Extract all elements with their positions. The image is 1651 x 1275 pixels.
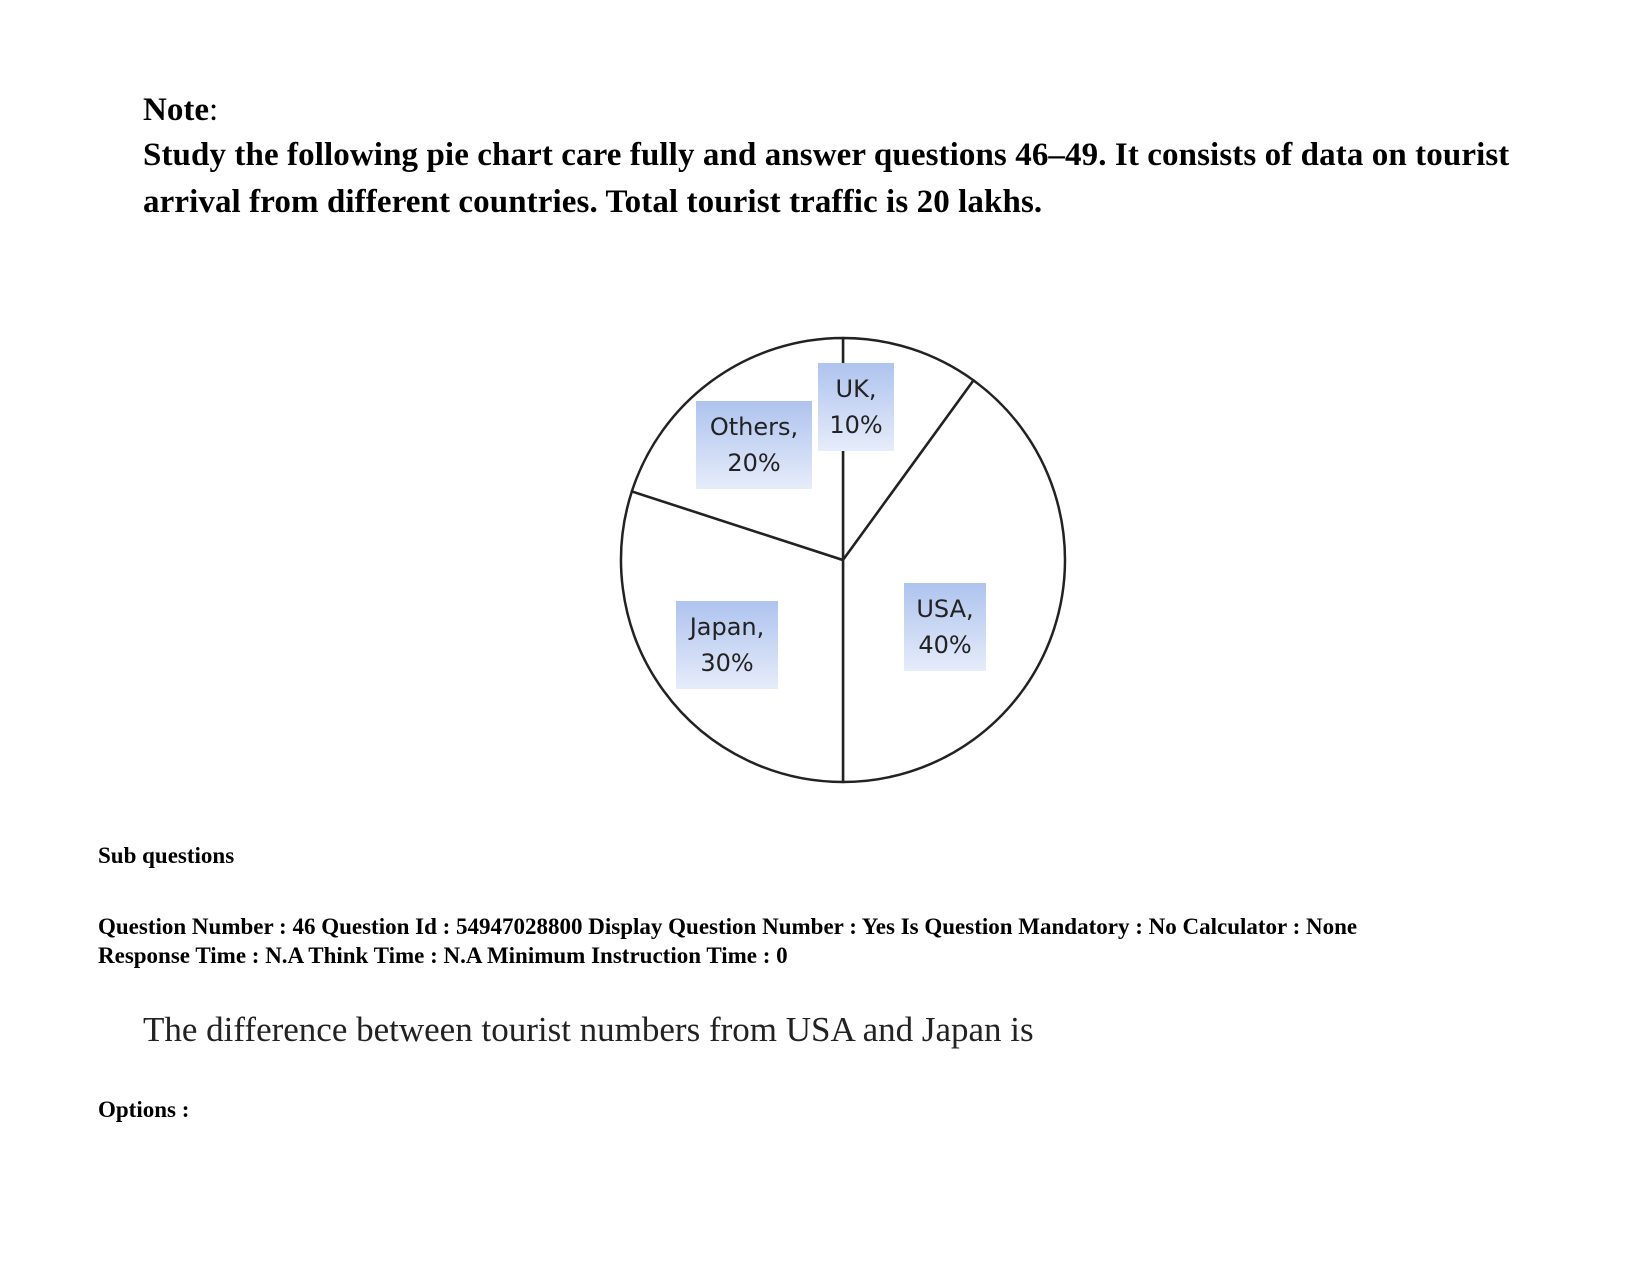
slice-category-label: Others, bbox=[709, 413, 799, 441]
note-colon: : bbox=[208, 92, 219, 128]
question-meta-line-2: Response Time : N.A Think Time : N.A Minimum Instruction Time : 0 bbox=[98, 943, 788, 968]
pie-chart bbox=[618, 335, 1068, 785]
slice-value-label: 20% bbox=[727, 449, 781, 477]
note-heading bbox=[143, 88, 1563, 132]
question-meta bbox=[98, 912, 1598, 970]
slice-label-usa bbox=[904, 583, 986, 671]
slice-label-uk bbox=[818, 363, 894, 451]
slice-value-label: 10% bbox=[829, 411, 883, 439]
note-text: Study the following pie chart care fully and answer questions 46–49. It consists of data on tourist arrival from different countries. Total tourist traffic is 20 lakhs. bbox=[143, 137, 1510, 220]
slice-value-label: 30% bbox=[700, 649, 754, 677]
slice-label-japan bbox=[676, 601, 778, 689]
note-label: Note bbox=[143, 92, 209, 128]
slice-value-label: 40% bbox=[918, 631, 972, 659]
slice-category-label: USA, bbox=[916, 595, 974, 623]
slice-category-label: Japan, bbox=[689, 613, 765, 641]
sub-questions-heading: Sub questions bbox=[98, 843, 235, 868]
note-block bbox=[143, 88, 1563, 226]
pie-chart-svg bbox=[618, 335, 1068, 785]
slice-label-others bbox=[696, 401, 812, 489]
slice-category-label: UK, bbox=[835, 375, 877, 403]
question-text: The difference between tourist numbers from USA and Japan is bbox=[143, 1010, 1034, 1049]
question-meta-line-1: Question Number : 46 Question Id : 54947028800 Display Question Number : Yes Is Question Mandatory : No Calculator : None bbox=[98, 914, 1358, 939]
options-label: Options : bbox=[98, 1097, 190, 1122]
